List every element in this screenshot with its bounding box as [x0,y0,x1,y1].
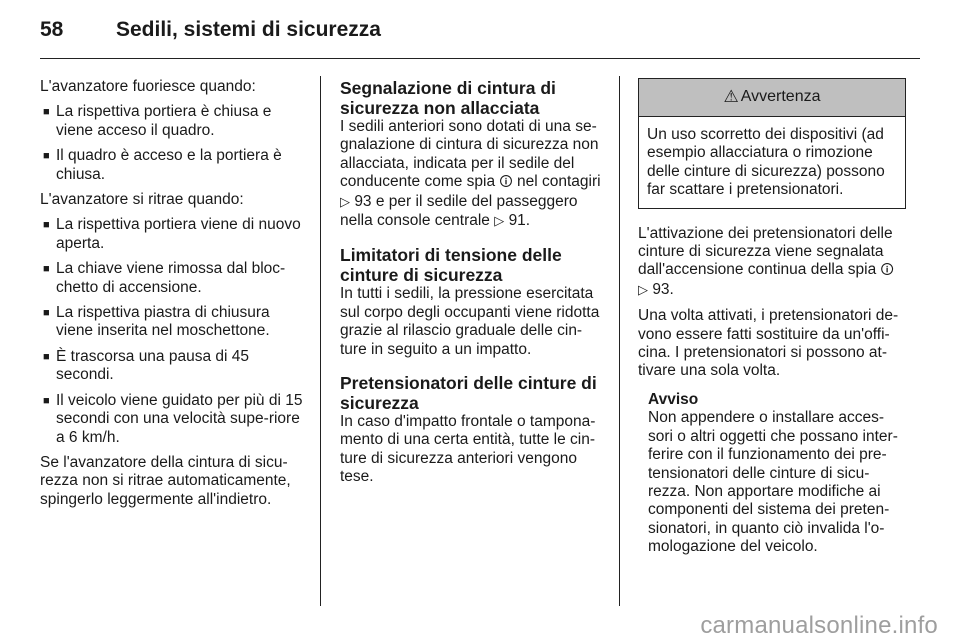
page-reference-icon: ▷ [340,194,350,210]
watermark: carmanualsonline.info [700,612,938,639]
bullet-square-icon: ■ [43,263,50,276]
section-title: Sedili, sistemi di sicurezza [116,18,381,41]
header-divider [40,58,920,59]
column-2 [340,78,604,494]
paragraph-manual-retract: Se l'avanzatore della cintura di sicu-rezza non si ritrae automaticamente, spingerlo leggermente all'indietro. [40,453,291,508]
extend-conditions-list [40,103,308,184]
page-header [40,18,381,48]
heading-belt-reminder: Segnalazione di cintura di sicurezza non allacciata [340,78,556,118]
paragraph-activation: L'attivazione dei pretensionatori delle cinture di sicurezza viene segnalata dall'accensione continua della spia 🛈 ▷ 93. [638,224,894,298]
warning-box [638,78,906,209]
bullet-square-icon: ■ [43,394,50,407]
airbag-warning-icon: 🛈 [880,263,894,279]
list-item: ■ È trascorsa una pausa di 45 secondi. [43,347,250,384]
heading-force-limiters: Limitatori di tensione delle cinture di sicurezza [340,245,562,286]
column-1 [40,78,308,516]
paragraph-extend-intro: L'avanzatore fuoriesce quando: [40,78,256,95]
list-item: ■ Il quadro è acceso e la portiera è chiusa. [43,147,282,183]
list-item: ■ La chiave viene rimossa dal bloc-chetto di accensione. [43,260,286,296]
bullet-square-icon: ■ [43,307,50,320]
page-ref-link[interactable]: 91. [508,212,531,230]
list-item: ■ La rispettiva portiera viene di nuovo aperta. [43,216,301,252]
page-reference-icon: ▷ [494,214,505,230]
heading-pretensioners: Pretensionatori delle cinture di sicurezza [340,373,597,414]
notice-title: Avviso [648,390,699,408]
paragraph-replacement: Una volta attivati, i pretensionatori de-vono essere fatti sostituire da un'offi-cina. I pretensionatori si possono at-tivare una sola volta. [638,307,899,380]
warning-triangle-icon: ⚠ [723,87,739,107]
warning-title: Avvertenza [740,88,821,106]
paragraph-pretensioners: In caso d'impatto frontale o tampona-mento di una certa entità, tutte le cin-ture di sicurezza anteriori vengono tese. [340,413,596,486]
paragraph-belt-reminder: I sedili anteriori sono dotati di una se-gnalazione di cintura di sicurezza non allacciata, indicata per il sedile del conducente come spia 🛈 nel contagiri ▷ 93 e per il sedile del passeggero nella console centrale ▷ 91. [340,118,601,230]
bullet-square-icon: ■ [43,106,50,119]
column-divider-2 [619,76,620,606]
column-divider-1 [320,76,321,606]
paragraph-force-limiters: In tutti i sedili, la pressione esercitata sul corpo degli occupanti viene ridotta grazie al rilascio graduale delle cin-ture in seguito a un impatto. [340,285,600,358]
page-ref-link[interactable]: 93 [354,192,372,210]
notice-block [638,391,906,557]
page-reference-icon: ▷ [638,282,648,298]
notice-text: Non appendere o installare acces-sori o altri oggetti che possano inter-ferire con il funzionamento dei pre-tensionatori delle cinture di sicu-rezza. Non apportare modifiche ai componenti del sistema dei preten-sionatori, in quanto ciò invalida l'o-mologazione del veicolo. [648,409,898,556]
bullet-square-icon: ■ [43,350,50,363]
list-item: ■ Il veicolo viene guidato per più di 15 secondi con una velocità supe-riore a 6 km/h. [43,391,303,446]
column-3 [638,78,906,557]
warning-text: Un uso scorretto dei dispositivi (ad esempio allacciatura o rimozione delle cinture di sicurezza) possono far scattare i pretensionatori. [647,126,885,199]
list-item: ■ La rispettiva portiera è chiusa e viene acceso il quadro. [43,103,272,139]
seatbelt-warning-icon: 🛈 [499,175,513,191]
paragraph-retract-intro: L'avanzatore si ritrae quando: [40,191,244,209]
bullet-square-icon: ■ [43,150,50,163]
page-number: 58 [40,18,64,41]
bullet-square-icon: ■ [43,219,50,232]
page-ref-link[interactable]: 93. [652,280,674,298]
retract-conditions-list [40,216,308,446]
warning-header [639,79,905,117]
list-item: ■ La rispettiva piastra di chiusura viene inserita nel moschettone. [43,304,270,340]
